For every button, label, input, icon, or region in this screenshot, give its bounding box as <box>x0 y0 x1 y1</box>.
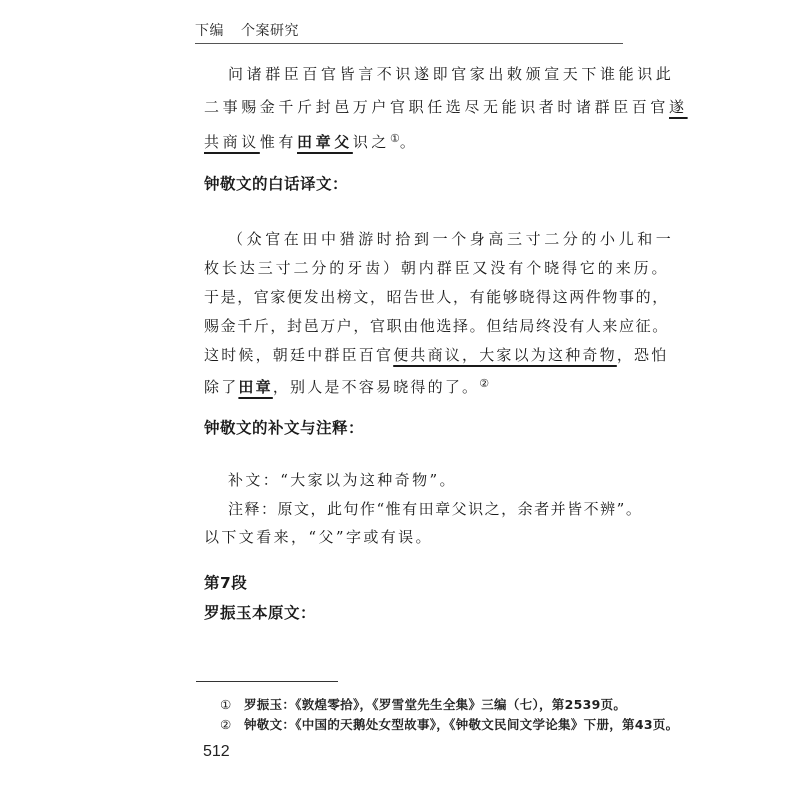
translation-line-2: 枚长达三寸二分的牙齿）朝内群臣又没有个晓得它的来历。 <box>204 259 670 277</box>
underlined-text: 遂 <box>669 98 688 116</box>
underlined-bold-name: 田章父 <box>297 133 353 151</box>
footnote-ref-2[interactable]: ② <box>479 377 490 390</box>
footnote-text: 钟敬文：《中国的天鹅处女型故事》，《钟敬文民间文学论集》下册，第43页。 <box>244 717 679 732</box>
underlined-text: 便共商议，大家以为这种奇物 <box>393 346 617 364</box>
page-number: 512 <box>203 743 230 760</box>
plain-text: ，恐怕 <box>616 346 669 364</box>
footnote-rule <box>196 681 338 682</box>
plain-text: 这时候，朝廷中群臣百官 <box>204 346 394 364</box>
translation-line-1: （众官在田中猎游时拾到一个身高三寸二分的小儿和一 <box>228 230 675 248</box>
annotation-line-2: 以下文看来，“父”字或有误。 <box>204 528 433 546</box>
plain-text: 惟有 <box>259 133 298 151</box>
section-subheading: 罗振玉本原文： <box>204 604 317 622</box>
annotation-line-1: 注释：原文，此句作“惟有田章父识之，余者并皆不辨”。 <box>228 500 643 518</box>
supplement-text: 补文：“大家以为这种奇物”。 <box>228 471 457 489</box>
header-rule <box>195 43 623 44</box>
original-line-3 <box>204 129 419 152</box>
translation-line-4: 赐金千斤，封邑万户，官职由他选择。但结局终没有人来应征。 <box>204 317 669 335</box>
original-line-1: 问诸群臣百官皆言不识遂即官家出敕颁宣天下谁能识此 <box>228 65 675 83</box>
original-line-2-text: 二事赐金千斤封邑万户官职任选尽无能识者时诸群臣百官 <box>204 98 670 116</box>
underlined-bold-name: 田章 <box>238 378 273 396</box>
footnote-mark: ① <box>220 697 232 712</box>
underlined-text: 共商议 <box>204 133 260 151</box>
running-head <box>195 20 299 40</box>
translation-line-5 <box>204 345 668 365</box>
plain-text: ，别人是不容易晓得的了。 <box>272 378 480 396</box>
original-line-2 <box>204 97 688 117</box>
section-heading: 第7段 <box>204 574 248 592</box>
translation-heading: 钟敬文的白话译文： <box>204 175 349 193</box>
running-head-part: 下编 <box>195 23 224 39</box>
plain-text: 。 <box>399 133 419 151</box>
plain-text: 除了 <box>204 378 239 396</box>
running-head-chapter: 个案研究 <box>240 23 299 39</box>
notes-heading: 钟敬文的补文与注释： <box>204 419 365 437</box>
footnote-2 <box>220 715 678 733</box>
plain-text: 识之 <box>352 133 391 151</box>
footnote-mark: ② <box>220 717 232 732</box>
footnote-ref-1[interactable]: ① <box>390 132 400 145</box>
translation-line-6 <box>204 374 489 397</box>
footnote-1 <box>220 695 626 713</box>
footnote-text: 罗振玉：《敦煌零拾》，《罗雪堂先生全集》三编（七），第2539页。 <box>244 697 627 712</box>
translation-line-3: 于是，官家便发出榜文，昭告世人，有能够晓得这两件物事的， <box>204 288 669 306</box>
